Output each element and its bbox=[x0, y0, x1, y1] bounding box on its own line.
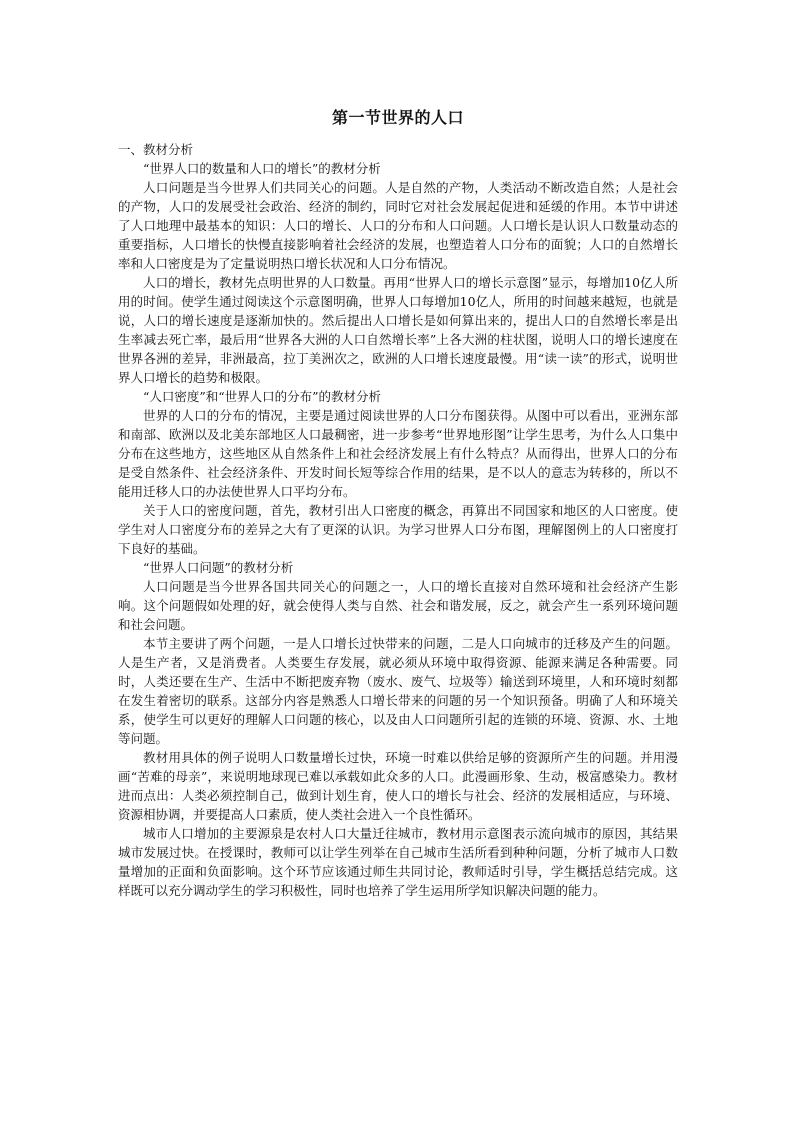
paragraph: 世界的人口的分布的情况，主要是通过阅读世界的人口分布图获得。从图中可以看出，亚洲东部和南部、欧洲以及北美东部地区人口最稠密，进一步参考“世界地形图”让学生思考，为什么人口集中分布在这些地方，这些地区从自然条件上和社会经济发展上有什么特点？从而得出，世界人口的分布是受自然条件、社会经济条件、开发时间长短等综合作用的结果，是不以人的意志为转移的，所以不能用迁移人口的办法使世界人口平均分布。 bbox=[118, 408, 678, 499]
subheading-population-density: “人口密度”和“世界人口的分布”的教材分析 bbox=[143, 389, 382, 404]
paragraph: 人口问题是当今世界人们共同关心的问题。人是自然的产物，人类活动不断改造自然；人是社会的产物，人口的发展受社会政治、经济的制约，同时它对社会发展起促进和延缓的作用。本节中讲述了人口地理中最基本的知识：人口的增长、人口的分布和人口问题。人口增长是认识人口数量动态的重要指标，人口增长的快慢直接影响着社会经济的发展，也塑造着人口分布的面貌；人口的自然增长率和人口密度是为了定量说明热口增长状况和人口分布情况。 bbox=[118, 180, 678, 271]
document-title: 第一节世界的人口 bbox=[331, 108, 464, 127]
paragraph: 城市人口增加的主要源泉是农村人口大量迁往城市，教材用示意图表示流向城市的原因，其结果城市发展过快。在授课时，教师可以让学生列举在自己城市生活所看到种种问题，分析了城市人口数量增加的正面和负面影响。这个环节应该通过师生共同讨论，教师适时引导，学生概括总结完成。这样既可以充分调动学生的学习积极性，同时也培养了学生运用所学知识解决问题的能力。 bbox=[118, 826, 678, 898]
document-page bbox=[118, 108, 678, 900]
paragraph: 人口的增长，教材先点明世界的人口数量。再用“世界人口的增长示意图”显示，每增加10亿人所用的时间。使学生通过阅读这个示意图明确，世界人口每增加10亿人，所用的时间越来越短，也就是说，人口的增长速度是逐渐加快的。然后提出人口增长是如何算出来的，提出人口的自然增长率是出生率减去死亡率，最后用“世界各大洲的人口自然增长率”上各大洲的柱状图，说明人口的增长速度在世界各洲的差异，非洲最高，拉丁美洲次之，欧洲的人口增长速度最慢。用“读一读”的形式，说明世界人口增长的趋势和极限。 bbox=[118, 275, 678, 385]
paragraph: 本节主要讲了两个问题，一是人口增长过快带来的问题，二是人口向城市的迁移及产生的问题。人是生产者，又是消费者。人类要生存发展，就必须从环境中取得资源、能源来满足各种需要。同时，人类还要在生产、生活中不断把废弃物（废水、废气、垃圾等）输送到环境里，人和环境时刻都在发生着密切的联系。这部分内容是熟悉人口增长带来的问题的另一个知识预备。明确了人和环境关系，使学生可以更好的理解人口问题的核心，以及由人口问题所引起的连锁的环境、资源、水、土地等问题。 bbox=[118, 636, 678, 746]
subheading-population-growth: “世界人口的数量和人口的增长”的教材分析 bbox=[143, 161, 381, 176]
section-heading: 一、教材分析 bbox=[118, 142, 194, 157]
paragraph: 教材用具体的例子说明人口数量增长过快，环境一时难以供给足够的资源所产生的问题。并用漫画“苦难的母亲”，来说明地球现已难以承载如此众多的人口。此漫画形象、生动，极富感染力。教材进而点出：人类必须控制自己，做到计划生育，使人口的增长与社会、经济的发展相适应，与环境、资源相协调，并要提高人口素质，使人类社会进入一个良性循环。 bbox=[118, 750, 678, 822]
paragraph: 人口问题是当今世界各国共同关心的问题之一，人口的增长直接对自然环境和社会经济产生影响。这个问题假如处理的好，就会使得人类与自然、社会和谐发展，反之，就会产生一系列环境问题和社会问题。 bbox=[118, 579, 678, 632]
subheading-population-problems: “世界人口问题”的教材分析 bbox=[143, 560, 294, 575]
paragraph: 关于人口的密度问题，首先，教材引出人口密度的概念，再算出不同国家和地区的人口密度。使学生对人口密度分布的差异之大有了更深的认识。为学习世界人口分布图，理解图例上的人口密度打下良好的基础。 bbox=[118, 503, 678, 556]
